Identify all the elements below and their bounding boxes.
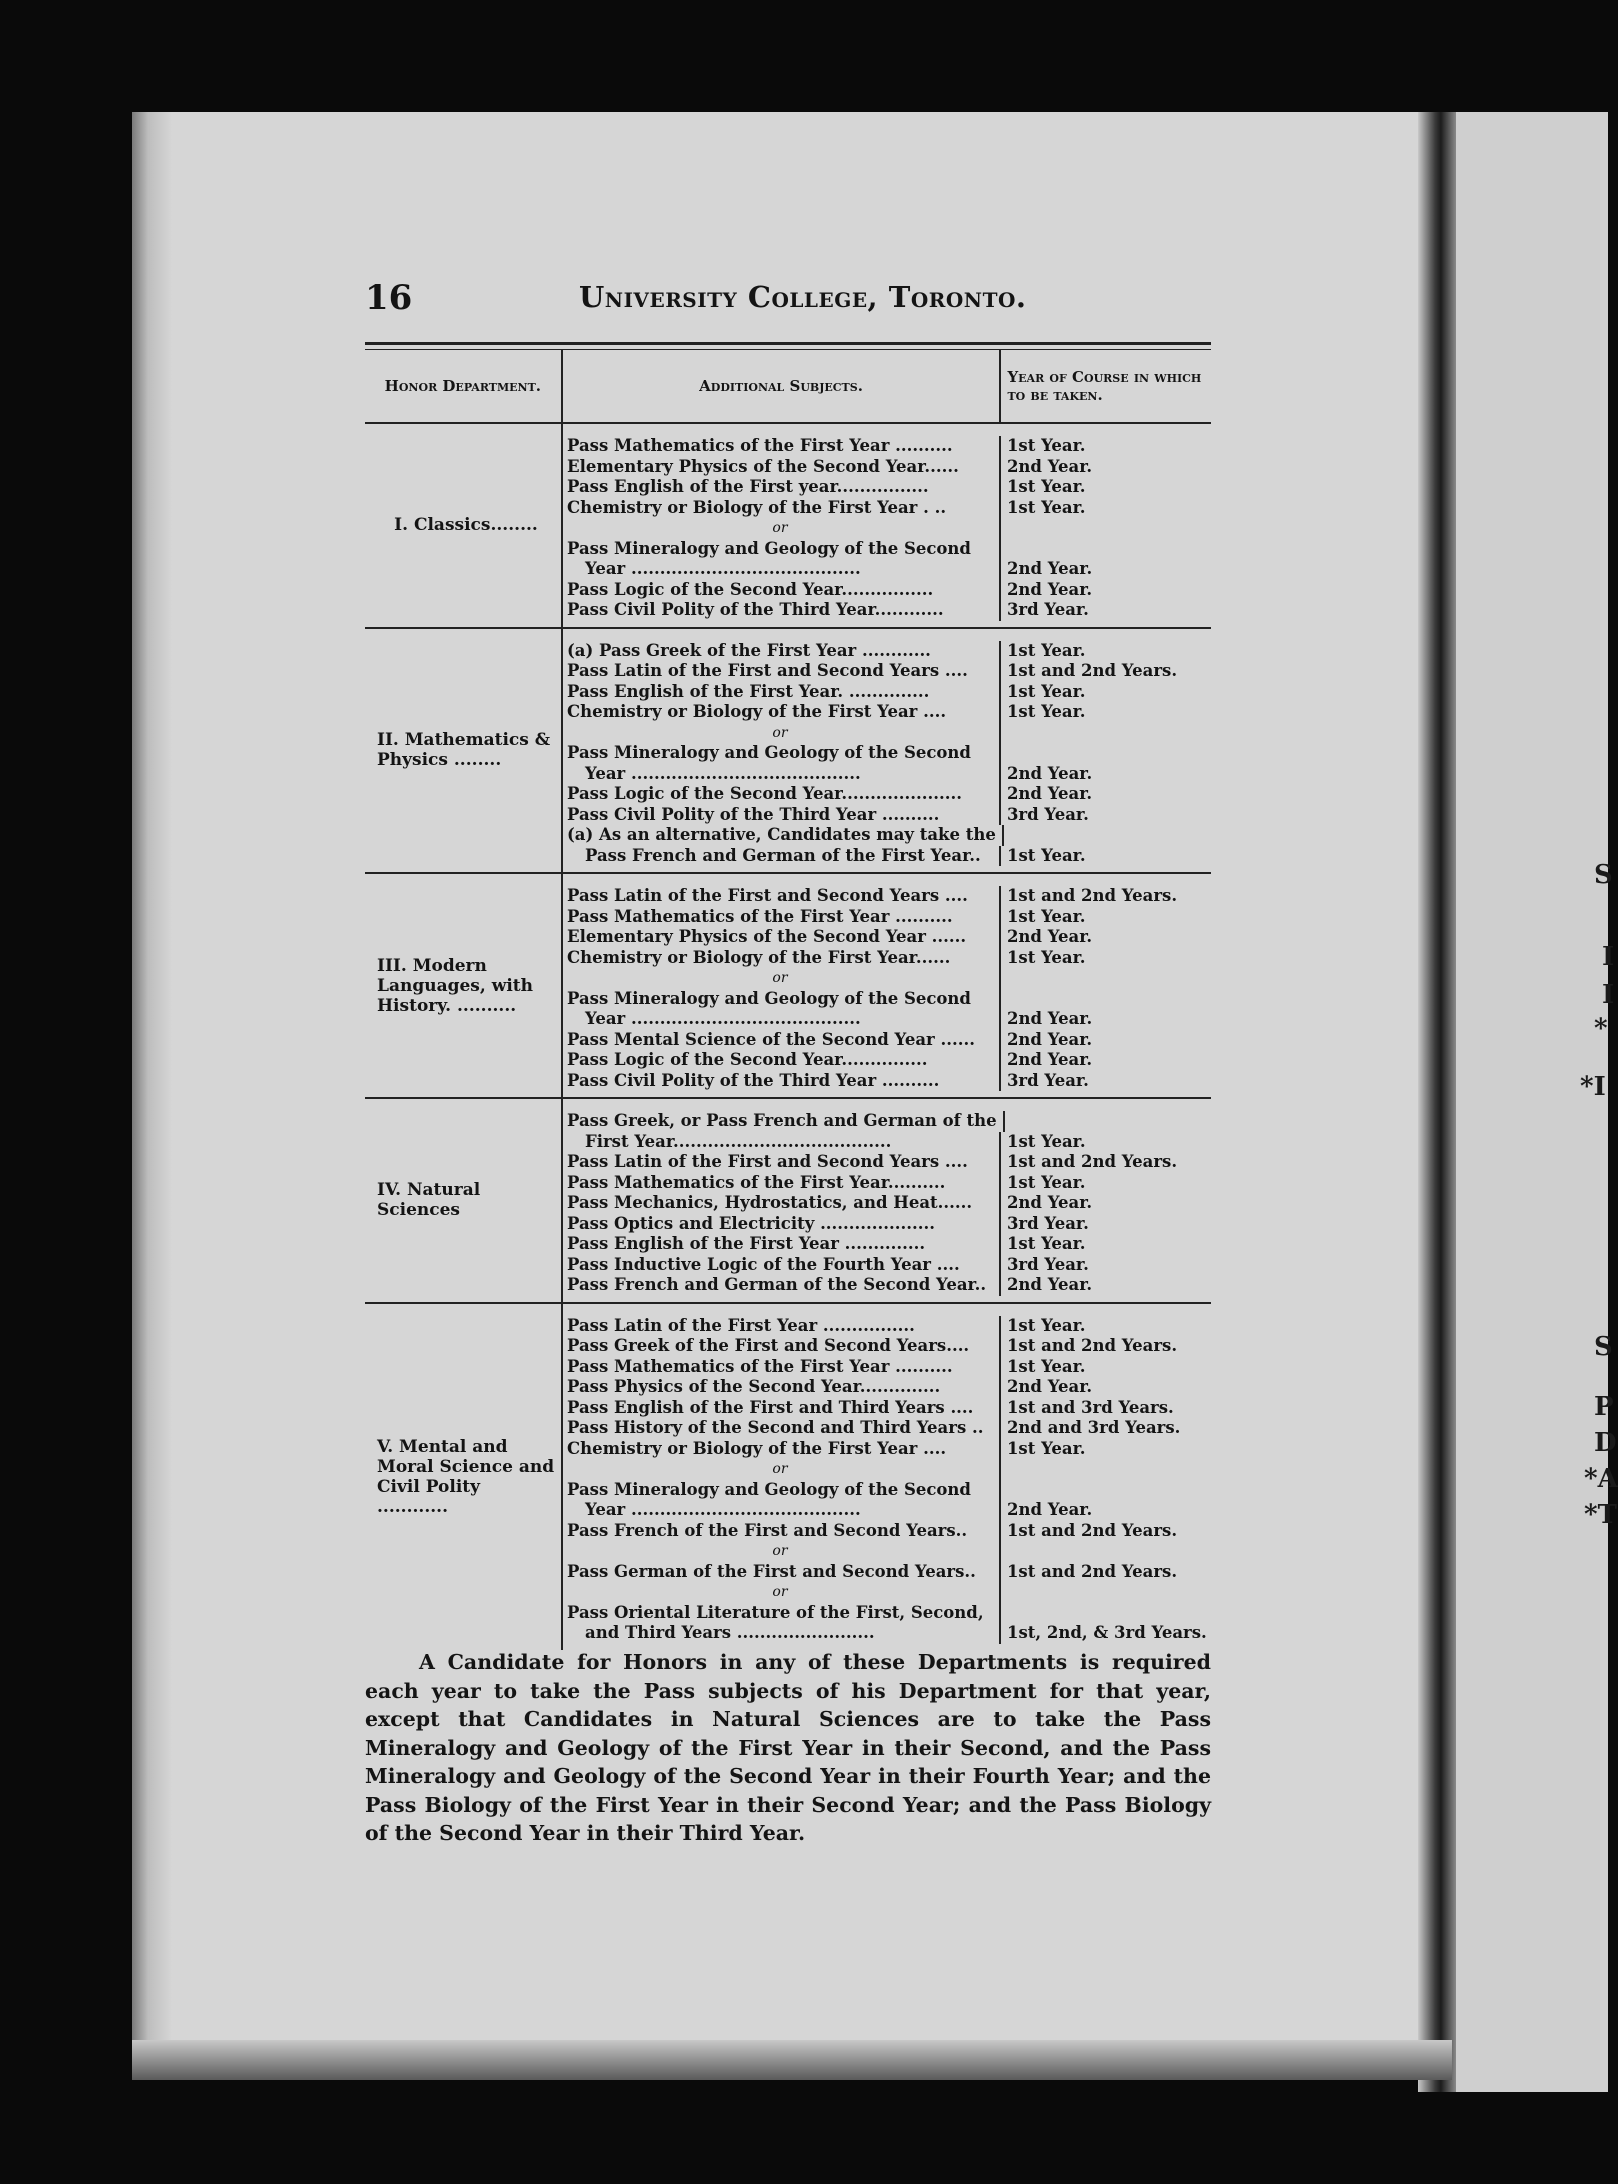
year-cell — [1001, 518, 1211, 539]
table-row — [563, 1603, 1211, 1624]
table-row — [563, 1480, 1211, 1501]
year-cell: 1st Year. — [1007, 845, 1086, 865]
table-row — [563, 1357, 1211, 1378]
year-cell: 1st Year. — [1006, 1234, 1086, 1253]
subject-cell: or — [563, 1541, 1001, 1562]
year-cell — [1001, 723, 1211, 744]
table-row — [563, 886, 1211, 907]
year-cell: 1st Year. — [1007, 1131, 1086, 1151]
table-row — [563, 539, 1211, 560]
table-section — [365, 1099, 1211, 1304]
year-cell: 3rd Year. — [1006, 1070, 1089, 1090]
section-rows — [563, 874, 1211, 1097]
section-rows — [563, 424, 1211, 627]
header-subjects: Additional Subjects. — [563, 350, 1002, 422]
table-row — [563, 825, 1211, 846]
section-rows — [563, 1304, 1211, 1650]
year-cell: 2nd Year. — [1006, 927, 1093, 946]
department-label: III. Modern Languages, with History. .......... — [365, 874, 563, 1097]
table-row — [563, 1377, 1211, 1398]
year-cell: 2nd Year. — [1006, 1029, 1093, 1049]
table-row — [563, 1009, 1211, 1030]
subject-cell: Pass Civil Polity of the Third Year .......... — [563, 1071, 1001, 1092]
year-cell: 1st Year. — [1006, 1315, 1086, 1335]
table-row — [563, 436, 1211, 457]
table-row — [563, 600, 1211, 621]
section-rows — [563, 629, 1211, 873]
table-row — [563, 682, 1211, 703]
year-cell: 1st Year. — [1006, 1356, 1086, 1376]
year-cell: 1st Year. — [1006, 477, 1086, 496]
year-cell: 2nd Year. — [1006, 1377, 1093, 1396]
table-row — [563, 1541, 1211, 1562]
table-row — [563, 846, 1211, 867]
subject-cell: Pass Mineralogy and Geology of the Second — [563, 1480, 1001, 1501]
subject-cell: Chemistry or Biology of the First Year .... — [563, 702, 1001, 723]
subject-cell: Pass Mineralogy and Geology of the Second — [563, 539, 1001, 560]
adjacent-page-fragment: *A — [1584, 1464, 1618, 1494]
page-number: 16 — [365, 278, 413, 318]
table-row — [563, 1132, 1211, 1153]
year-cell: 1st and 2nd Years. — [1006, 1561, 1178, 1581]
table-row — [563, 1050, 1211, 1071]
table-row — [563, 1030, 1211, 1051]
subjects-table — [365, 342, 1211, 1650]
year-cell: 2nd and 3rd Years. — [1006, 1418, 1181, 1437]
subject-cell: Pass Latin of the First Year ................ — [563, 1316, 1001, 1337]
adjacent-page-fragment: S — [1594, 1332, 1613, 1362]
year-cell: 1st Year. — [1006, 1438, 1086, 1458]
year-cell: 1st Year. — [1006, 497, 1086, 517]
table-row — [563, 1071, 1211, 1092]
subject-cell: Pass Mathematics of the First Year.......... — [563, 1173, 1001, 1194]
table-row — [563, 948, 1211, 969]
subject-cell: or — [563, 1459, 1001, 1480]
subject-cell: Pass Greek of the First and Second Years.... — [563, 1336, 1001, 1357]
table-row — [563, 1439, 1211, 1460]
year-cell — [1001, 989, 1211, 1010]
table-row — [563, 702, 1211, 723]
year-cell: 2nd Year. — [1007, 1500, 1093, 1519]
subject-cell: or — [563, 968, 1001, 989]
table-row — [563, 457, 1211, 478]
footnote-paragraph — [365, 1648, 1211, 1848]
table-body — [365, 424, 1211, 1650]
year-cell — [1001, 1582, 1211, 1603]
subject-cell: Pass Mineralogy and Geology of the Second — [563, 989, 1001, 1010]
table-row — [563, 784, 1211, 805]
subject-cell: Pass Latin of the First and Second Years .... — [563, 661, 1001, 682]
table-row — [563, 1316, 1211, 1337]
year-cell: 1st and 2nd Years. — [1006, 661, 1178, 680]
year-cell: 3rd Year. — [1006, 1254, 1089, 1274]
table-row — [563, 1398, 1211, 1419]
table-section — [365, 874, 1211, 1099]
subject-cell: Pass German of the First and Second Years.. — [563, 1562, 1001, 1583]
subject-cell: Year ........................................ — [563, 1009, 1001, 1030]
subject-cell: Pass Mechanics, Hydrostatics, and Heat...... — [563, 1193, 1001, 1214]
table-row — [563, 743, 1211, 764]
department-label: V. Mental and Moral Science and Civil Polity ............ — [365, 1304, 563, 1650]
year-cell: 2nd Year. — [1006, 1275, 1093, 1294]
year-cell: 3rd Year. — [1006, 1213, 1089, 1233]
subject-cell: Pass Logic of the Second Year............... — [563, 1050, 1001, 1071]
table-row — [563, 1193, 1211, 1214]
table-row — [563, 1234, 1211, 1255]
year-cell: 1st, 2nd, & 3rd Years. — [1007, 1623, 1207, 1642]
subject-cell: First Year...................................... — [563, 1132, 1001, 1153]
subject-cell: Pass Mental Science of the Second Year ...... — [563, 1030, 1001, 1051]
page-edge-shadow — [132, 112, 172, 2072]
year-cell — [1001, 1459, 1211, 1480]
table-row — [563, 1111, 1211, 1132]
year-cell: 2nd Year. — [1006, 784, 1093, 803]
year-cell: 2nd Year. — [1006, 579, 1093, 599]
year-cell — [1001, 968, 1211, 989]
table-row — [563, 907, 1211, 928]
year-cell: 2nd Year. — [1006, 1193, 1093, 1212]
department-label: I. Classics........ — [365, 424, 563, 627]
department-label: II. Mathematics & Physics ........ — [365, 629, 563, 873]
adjacent-page-fragment: * — [1594, 1014, 1608, 1044]
subject-cell: Pass English of the First Year .............. — [563, 1234, 1001, 1255]
subject-cell: Pass Mineralogy and Geology of the Second — [563, 743, 1001, 764]
year-cell: 2nd Year. — [1006, 1050, 1093, 1069]
table-section — [365, 424, 1211, 629]
adjacent-page-fragment: D — [1594, 1428, 1617, 1458]
subject-cell: Pass French and German of the Second Year.. — [563, 1275, 1001, 1296]
year-cell: 1st Year. — [1006, 640, 1086, 660]
subject-cell: Pass Oriental Literature of the First, Second, — [563, 1603, 1001, 1624]
year-cell: 1st and 2nd Years. — [1006, 1520, 1178, 1540]
table-row — [563, 723, 1211, 744]
subject-cell: Pass Civil Polity of the Third Year .......... — [563, 805, 1001, 826]
subject-cell: (a) Pass Greek of the First Year ............ — [563, 641, 1001, 662]
subject-cell: or — [563, 1582, 1001, 1603]
table-row — [563, 1418, 1211, 1439]
subject-cell: Year ........................................ — [563, 764, 1001, 785]
subject-cell: Pass French and German of the First Year.. — [563, 846, 1001, 867]
subject-cell: Pass Mathematics of the First Year .......... — [563, 436, 1001, 457]
section-rows — [563, 1099, 1211, 1302]
table-row — [563, 477, 1211, 498]
table-row — [563, 1152, 1211, 1173]
table-row — [563, 1214, 1211, 1235]
year-cell: 2nd Year. — [1007, 763, 1093, 783]
subject-cell: and Third Years ........................ — [563, 1623, 1001, 1644]
subject-cell: Pass Mathematics of the First Year .......... — [563, 1357, 1001, 1378]
subject-cell: Pass Optics and Electricity .................... — [563, 1214, 1001, 1235]
running-header — [365, 278, 1211, 322]
subject-cell: Pass Civil Polity of the Third Year............ — [563, 600, 1001, 621]
adjacent-page-fragment: I — [1602, 980, 1615, 1010]
table-row — [563, 1562, 1211, 1583]
subject-cell: Pass Physics of the Second Year.............. — [563, 1377, 1001, 1398]
subject-cell: Pass Greek, or Pass French and German of the — [563, 1111, 1005, 1132]
table-row — [563, 559, 1211, 580]
table-top-rule — [365, 342, 1211, 350]
year-cell — [1005, 1111, 1211, 1132]
year-cell: 1st Year. — [1006, 681, 1086, 701]
table-row — [563, 1521, 1211, 1542]
year-cell — [1001, 743, 1211, 764]
subject-cell: Pass History of the Second and Third Years .. — [563, 1418, 1001, 1439]
subject-cell: Pass Mathematics of the First Year .......... — [563, 907, 1001, 928]
subject-cell: Chemistry or Biology of the First Year . .. — [563, 498, 1001, 519]
year-cell — [1001, 1541, 1211, 1562]
subject-cell: Chemistry or Biology of the First Year...... — [563, 948, 1001, 969]
year-cell: 1st Year. — [1006, 1172, 1086, 1192]
table-row — [563, 968, 1211, 989]
table-row — [563, 1459, 1211, 1480]
table-row — [563, 1255, 1211, 1276]
table-row — [563, 661, 1211, 682]
year-cell: 1st and 2nd Years. — [1006, 1336, 1178, 1355]
book-gutter — [1418, 112, 1456, 2092]
table-row — [563, 764, 1211, 785]
subject-cell: Pass Latin of the First and Second Years .... — [563, 1152, 1001, 1173]
year-cell — [1001, 1480, 1211, 1501]
footnote-text: A Candidate for Honors in any of these Departments is required each year to take the Pass subjects of his Department for that year, except that Candidates in Natural Sciences are to take the Pass Mineralogy and Geology of the First Year in their Second, and the Pass Mineralogy and Geology of the Second Year in their Fourth Year; and the Pass Biology of the First Year in their Second Year; and the Pass Biology of the Second Year in their Third Year. — [365, 1650, 1211, 1845]
department-label: IV. Natural Sciences — [365, 1099, 563, 1302]
subject-cell: Pass Logic of the Second Year................ — [563, 580, 1001, 601]
adjacent-page-fragment: *I — [1580, 1072, 1606, 1102]
year-cell: 1st Year. — [1006, 702, 1086, 721]
header-year: Year of Course in which to be taken. — [1007, 368, 1202, 404]
table-row — [563, 498, 1211, 519]
table-section — [365, 1304, 1211, 1650]
table-row — [563, 805, 1211, 826]
page-bottom-edge — [132, 2040, 1452, 2080]
year-cell: 1st and 3rd Years. — [1006, 1397, 1174, 1417]
subject-cell: Elementary Physics of the Second Year...... — [563, 457, 1001, 478]
header-department: Honor Department. — [365, 350, 563, 422]
subject-cell: Pass English of the First and Third Years .... — [563, 1398, 1001, 1419]
table-row — [563, 1275, 1211, 1296]
year-cell: 1st Year. — [1006, 947, 1086, 967]
table-row — [563, 518, 1211, 539]
subject-cell: Chemistry or Biology of the First Year .... — [563, 1439, 1001, 1460]
table-row — [563, 1623, 1211, 1644]
year-cell: 2nd Year. — [1007, 559, 1093, 578]
year-cell — [1004, 825, 1211, 846]
adjacent-page — [1456, 112, 1618, 2092]
subject-cell: Pass Logic of the Second Year..................... — [563, 784, 1001, 805]
year-cell: 1st Year. — [1006, 436, 1086, 455]
adjacent-page-fragment: *T — [1584, 1500, 1617, 1530]
table-header-row — [365, 350, 1211, 424]
subject-cell: or — [563, 518, 1001, 539]
subject-cell: Pass Inductive Logic of the Fourth Year .... — [563, 1255, 1001, 1276]
subject-cell: Year ........................................ — [563, 1500, 1001, 1521]
table-row — [563, 641, 1211, 662]
table-row — [563, 927, 1211, 948]
subject-cell: Pass English of the First year................ — [563, 477, 1001, 498]
year-cell: 3rd Year. — [1006, 804, 1089, 824]
subject-cell: or — [563, 723, 1001, 744]
subject-cell: Pass Latin of the First and Second Years .... — [563, 886, 1001, 907]
running-title: University College, Toronto. — [579, 280, 1027, 314]
table-row — [563, 989, 1211, 1010]
table-row — [563, 1173, 1211, 1194]
year-cell: 2nd Year. — [1007, 1009, 1093, 1028]
table-row — [563, 1336, 1211, 1357]
subject-cell: Pass French of the First and Second Years.. — [563, 1521, 1001, 1542]
table-section — [365, 629, 1211, 875]
subject-cell: Elementary Physics of the Second Year ...... — [563, 927, 1001, 948]
table-row — [563, 1500, 1211, 1521]
table-row — [563, 580, 1211, 601]
year-cell — [1001, 1603, 1211, 1624]
year-cell: 2nd Year. — [1006, 456, 1093, 476]
subject-cell: Pass English of the First Year. .............. — [563, 682, 1001, 703]
year-cell — [1001, 539, 1211, 560]
year-cell: 1st Year. — [1006, 906, 1086, 926]
table-row — [563, 1582, 1211, 1603]
adjacent-page-fragment: S — [1594, 860, 1613, 890]
subject-cell: Year ........................................ — [563, 559, 1001, 580]
adjacent-page-fragment: P — [1594, 1392, 1614, 1422]
year-cell: 1st and 2nd Years. — [1006, 1152, 1178, 1171]
subject-cell: (a) As an alternative, Candidates may take the — [563, 825, 1004, 846]
adjacent-page-fragment: I — [1602, 942, 1615, 972]
year-cell: 3rd Year. — [1006, 600, 1089, 619]
year-cell: 1st and 2nd Years. — [1006, 886, 1178, 905]
